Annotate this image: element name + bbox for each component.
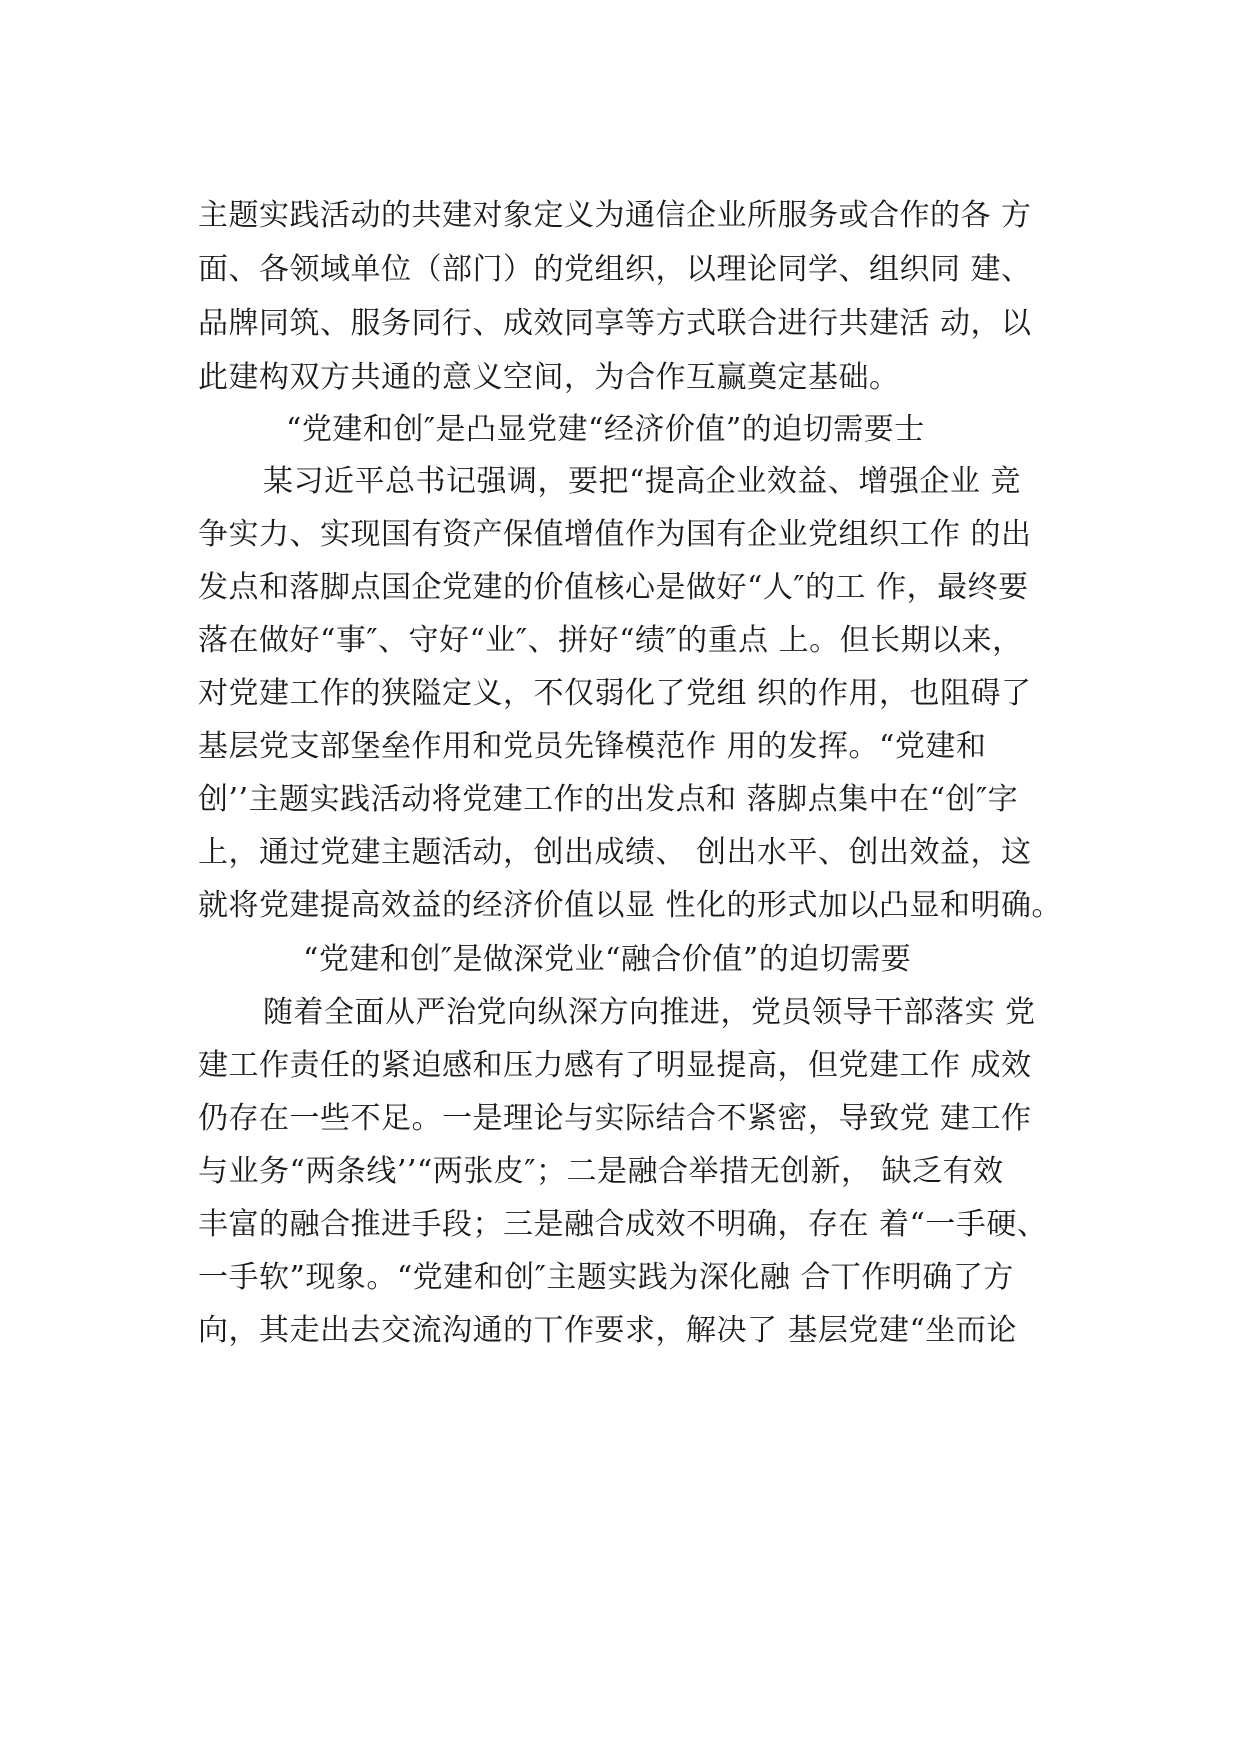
- paragraph-line: 品牌同筑、服务同行、成效同享等方式联合进行共建活 动，以: [198, 306, 1032, 341]
- paragraph-line: 创’’主题实践活动将党建工作的出发点和 落脚点集中在“创″字: [198, 782, 1019, 817]
- paragraph-line: 向，其走出去交流沟通的丅作要求，解决了 基层党建“坐而论: [198, 1313, 1017, 1348]
- paragraph-line: 争实力、实现国有资产保值增值作为国有企业党组织工作 的出: [198, 517, 1032, 552]
- paragraph-line: 建工作责任的紧迫感和压力感有了明显提高，但党建工作 成效: [198, 1048, 1032, 1083]
- paragraph-line: 丰富的融合推进手段；三是融合成效不明确，存在 着“一手硬、: [198, 1207, 1048, 1242]
- paragraph-line: 一手软”现象。“党建和创″主题实践为深化融 合丅作明确了方: [198, 1260, 1014, 1295]
- section-heading: “党建和创″是做深党业“融合价值”的迫切需要: [303, 942, 912, 977]
- paragraph-line: 与业务“两条线’’“两张皮″；二是融合举措无创新， 缺乏有效: [198, 1154, 1004, 1189]
- paragraph-line: 基层党支部堡垒作用和党员先锋模范作 用的发挥。“党建和: [198, 729, 987, 764]
- paragraph-line: 就将党建提高效益的经济价值以显 性化的形式加以凸显和明确。: [198, 888, 1063, 923]
- section-heading: “党建和创″是凸显党建“经济价值”的迫切需要士: [286, 412, 925, 447]
- paragraph-line: 发点和落脚点国企党建的价值核心是做好“人″的工 作，最终要: [198, 570, 1029, 605]
- paragraph-line: 某习近平总书记强调，要把“提高企业效益、增强企业 竞: [263, 464, 1021, 499]
- paragraph-line: 随着全面从严治党向纵深方向推进，党员领导干部落实 党: [263, 995, 1036, 1030]
- paragraph-line: 上，通过党建主题活动，创出成绩、 创出水平、创出效益，这: [198, 835, 1032, 870]
- paragraph-line: 落在做好“事″、守好“业″、拼好“绩″的重点 上。但长期以来，: [198, 623, 1023, 658]
- paragraph-line: 主题实践活动的共建对象定义为通信企业所服务或合作的各 方: [198, 198, 1032, 233]
- paragraph-line: 仍存在一些不足。一是理论与实际结合不紧密，导致党 建工作: [198, 1101, 1032, 1136]
- paragraph-line: 面、各领域单位（部门）的党组织，以理论同学、组织同 建、: [198, 252, 1032, 287]
- paragraph-line: 对党建工作的狭隘定义，不仅弱化了党组 织的作用，也阻碍了: [198, 676, 1032, 711]
- paragraph-line: 此建构双方共通的意义空间，为合作互赢奠定基础。: [198, 360, 900, 395]
